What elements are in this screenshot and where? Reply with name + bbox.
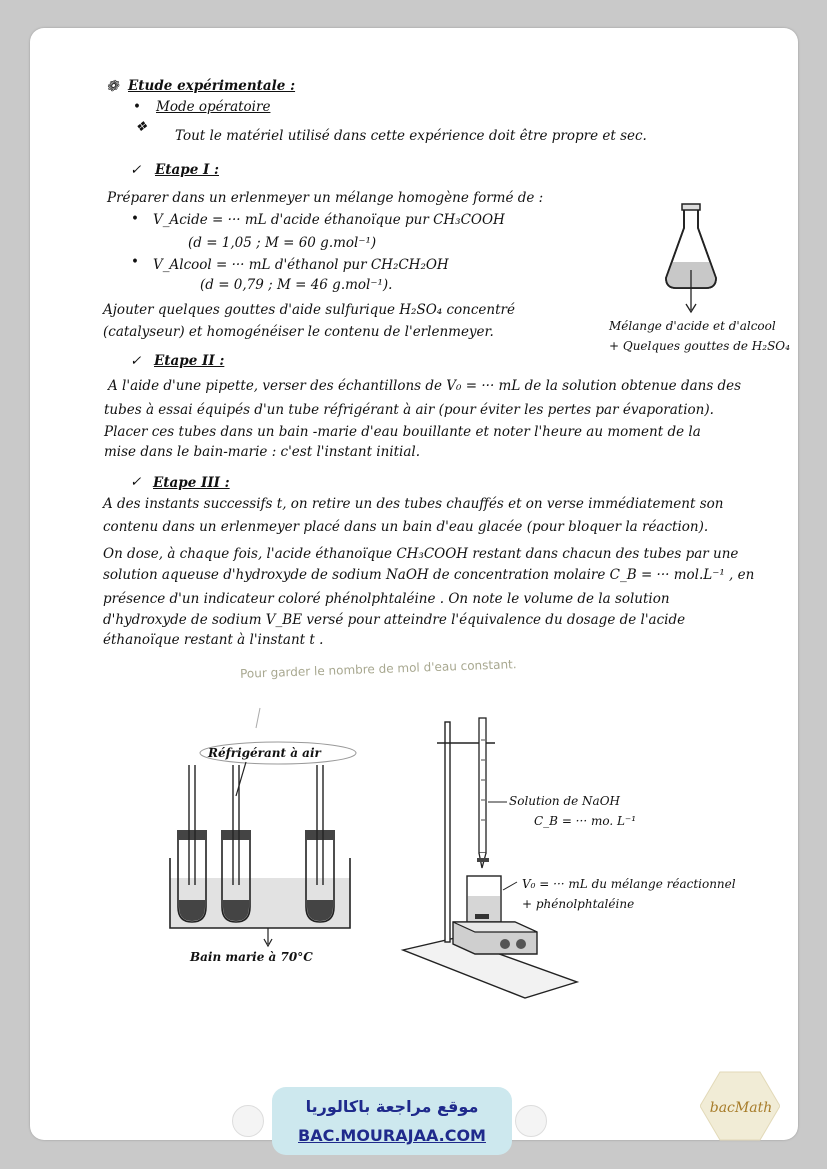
flower-bullet-icon: ❁ (106, 77, 119, 95)
bain-marie-figure (150, 700, 370, 950)
etape1-item1-data: (d = 1,05 ; M = 60 g.mol⁻¹) (188, 235, 377, 251)
etape2-line: tubes à essai équipés d'un tube réfrigérant à air (pour éviter les pertes par évaporation). (104, 402, 714, 418)
footer-url-link[interactable]: BAC.MOURAJAA.COM (298, 1126, 486, 1145)
etape1-line2: (catalyseur) et homogénéiser le contenu de l'erlenmeyer. (103, 324, 494, 340)
site-logo-icon (232, 1105, 264, 1137)
phenolphtalein-label: + phénolphtaléine (522, 897, 635, 911)
erlenmeyer-figure (660, 200, 740, 315)
site-logo-icon (515, 1105, 547, 1137)
etape3-line: On dose, à chaque fois, l'acide éthanoïque CH₃COOH restant dans chacun des tubes par une (103, 546, 739, 562)
erlenmeyer-caption-1: Mélange d'acide et d'alcool (609, 319, 776, 333)
diamond-bullet-icon: ❖ (135, 119, 148, 135)
bain-marie-label: Bain marie à 70°C (190, 950, 313, 964)
etape3-line: contenu dans un erlenmeyer placé dans un bain d'eau glacée (pour bloquer la réaction). (103, 519, 709, 535)
etape2-line: mise dans le bain-marie : c'est l'instant initial. (104, 444, 421, 460)
etape3-line: solution aqueuse d'hydroxyde de sodium NaOH de concentration molaire C_B = ··· mol.L⁻¹ , en (103, 567, 755, 583)
etape1-title: Etape I : (155, 162, 219, 178)
etape1-item2: V_Alcool = ··· mL d'éthanol pur CH₂CH₂OH (153, 257, 449, 273)
bacmath-watermark: bacMath (709, 1100, 773, 1116)
pencil-note: Pour garder le nombre de mol d'eau constant. (239, 657, 517, 681)
etape3-line: éthanoïque restant à l'instant t . (103, 632, 324, 648)
etape1-intro: Préparer dans un erlenmeyer un mélange homogène formé de : (107, 190, 544, 206)
section-title: Etude expérimentale : (128, 78, 296, 94)
intro-text: Tout le matériel utilisé dans cette expérience doit être propre et sec. (175, 128, 647, 144)
bullet-icon: • (131, 254, 139, 270)
etape3-title: Etape III : (153, 475, 230, 491)
footer-arabic-title: موقع مراجعة باكالوريا (305, 1097, 479, 1116)
etape2-line: Placer ces tubes dans un bain -marie d'eau bouillante et noter l'heure au moment de la (104, 424, 701, 440)
etape2-line: A l'aide d'une pipette, verser des échantillons de V₀ = ··· mL de la solution obtenue dans des (108, 378, 742, 394)
etape3-line: présence d'un indicateur coloré phénolphtaléine . On note le volume de la solution (103, 591, 670, 607)
check-icon: ✓ (130, 353, 142, 369)
mode-title: Mode opératoire (156, 99, 271, 115)
naoh-concentration: C_B = ··· mo. L⁻¹ (534, 814, 637, 828)
naoh-label: Solution de NaOH (509, 794, 620, 808)
etape1-item2-data: (d = 0,79 ; M = 46 g.mol⁻¹). (200, 277, 393, 293)
etape1-item1: V_Acide = ··· mL d'acide éthanoïque pur CH₃COOH (153, 212, 505, 228)
etape3-line: d'hydroxyde de sodium V_BE versé pour atteindre l'équivalence du dosage de l'acide (103, 612, 686, 628)
titration-figure (395, 710, 585, 1000)
bullet-icon: • (133, 99, 141, 115)
etape2-title: Etape II : (154, 353, 225, 369)
check-icon: ✓ (130, 474, 142, 490)
check-icon: ✓ (130, 162, 142, 178)
mixture-volume-label: V₀ = ··· mL du mélange réactionnel (522, 877, 736, 891)
bullet-icon: • (131, 211, 139, 227)
erlenmeyer-caption-2: + Quelques gouttes de H₂SO₄ (609, 339, 790, 353)
etape3-line: A des instants successifs t, on retire un des tubes chauffés et on verse immédiatement son (103, 496, 724, 512)
etape1-line1: Ajouter quelques gouttes d'aide sulfurique H₂SO₄ concentré (103, 302, 515, 318)
refrigerant-label: Réfrigérant à air (208, 746, 321, 760)
